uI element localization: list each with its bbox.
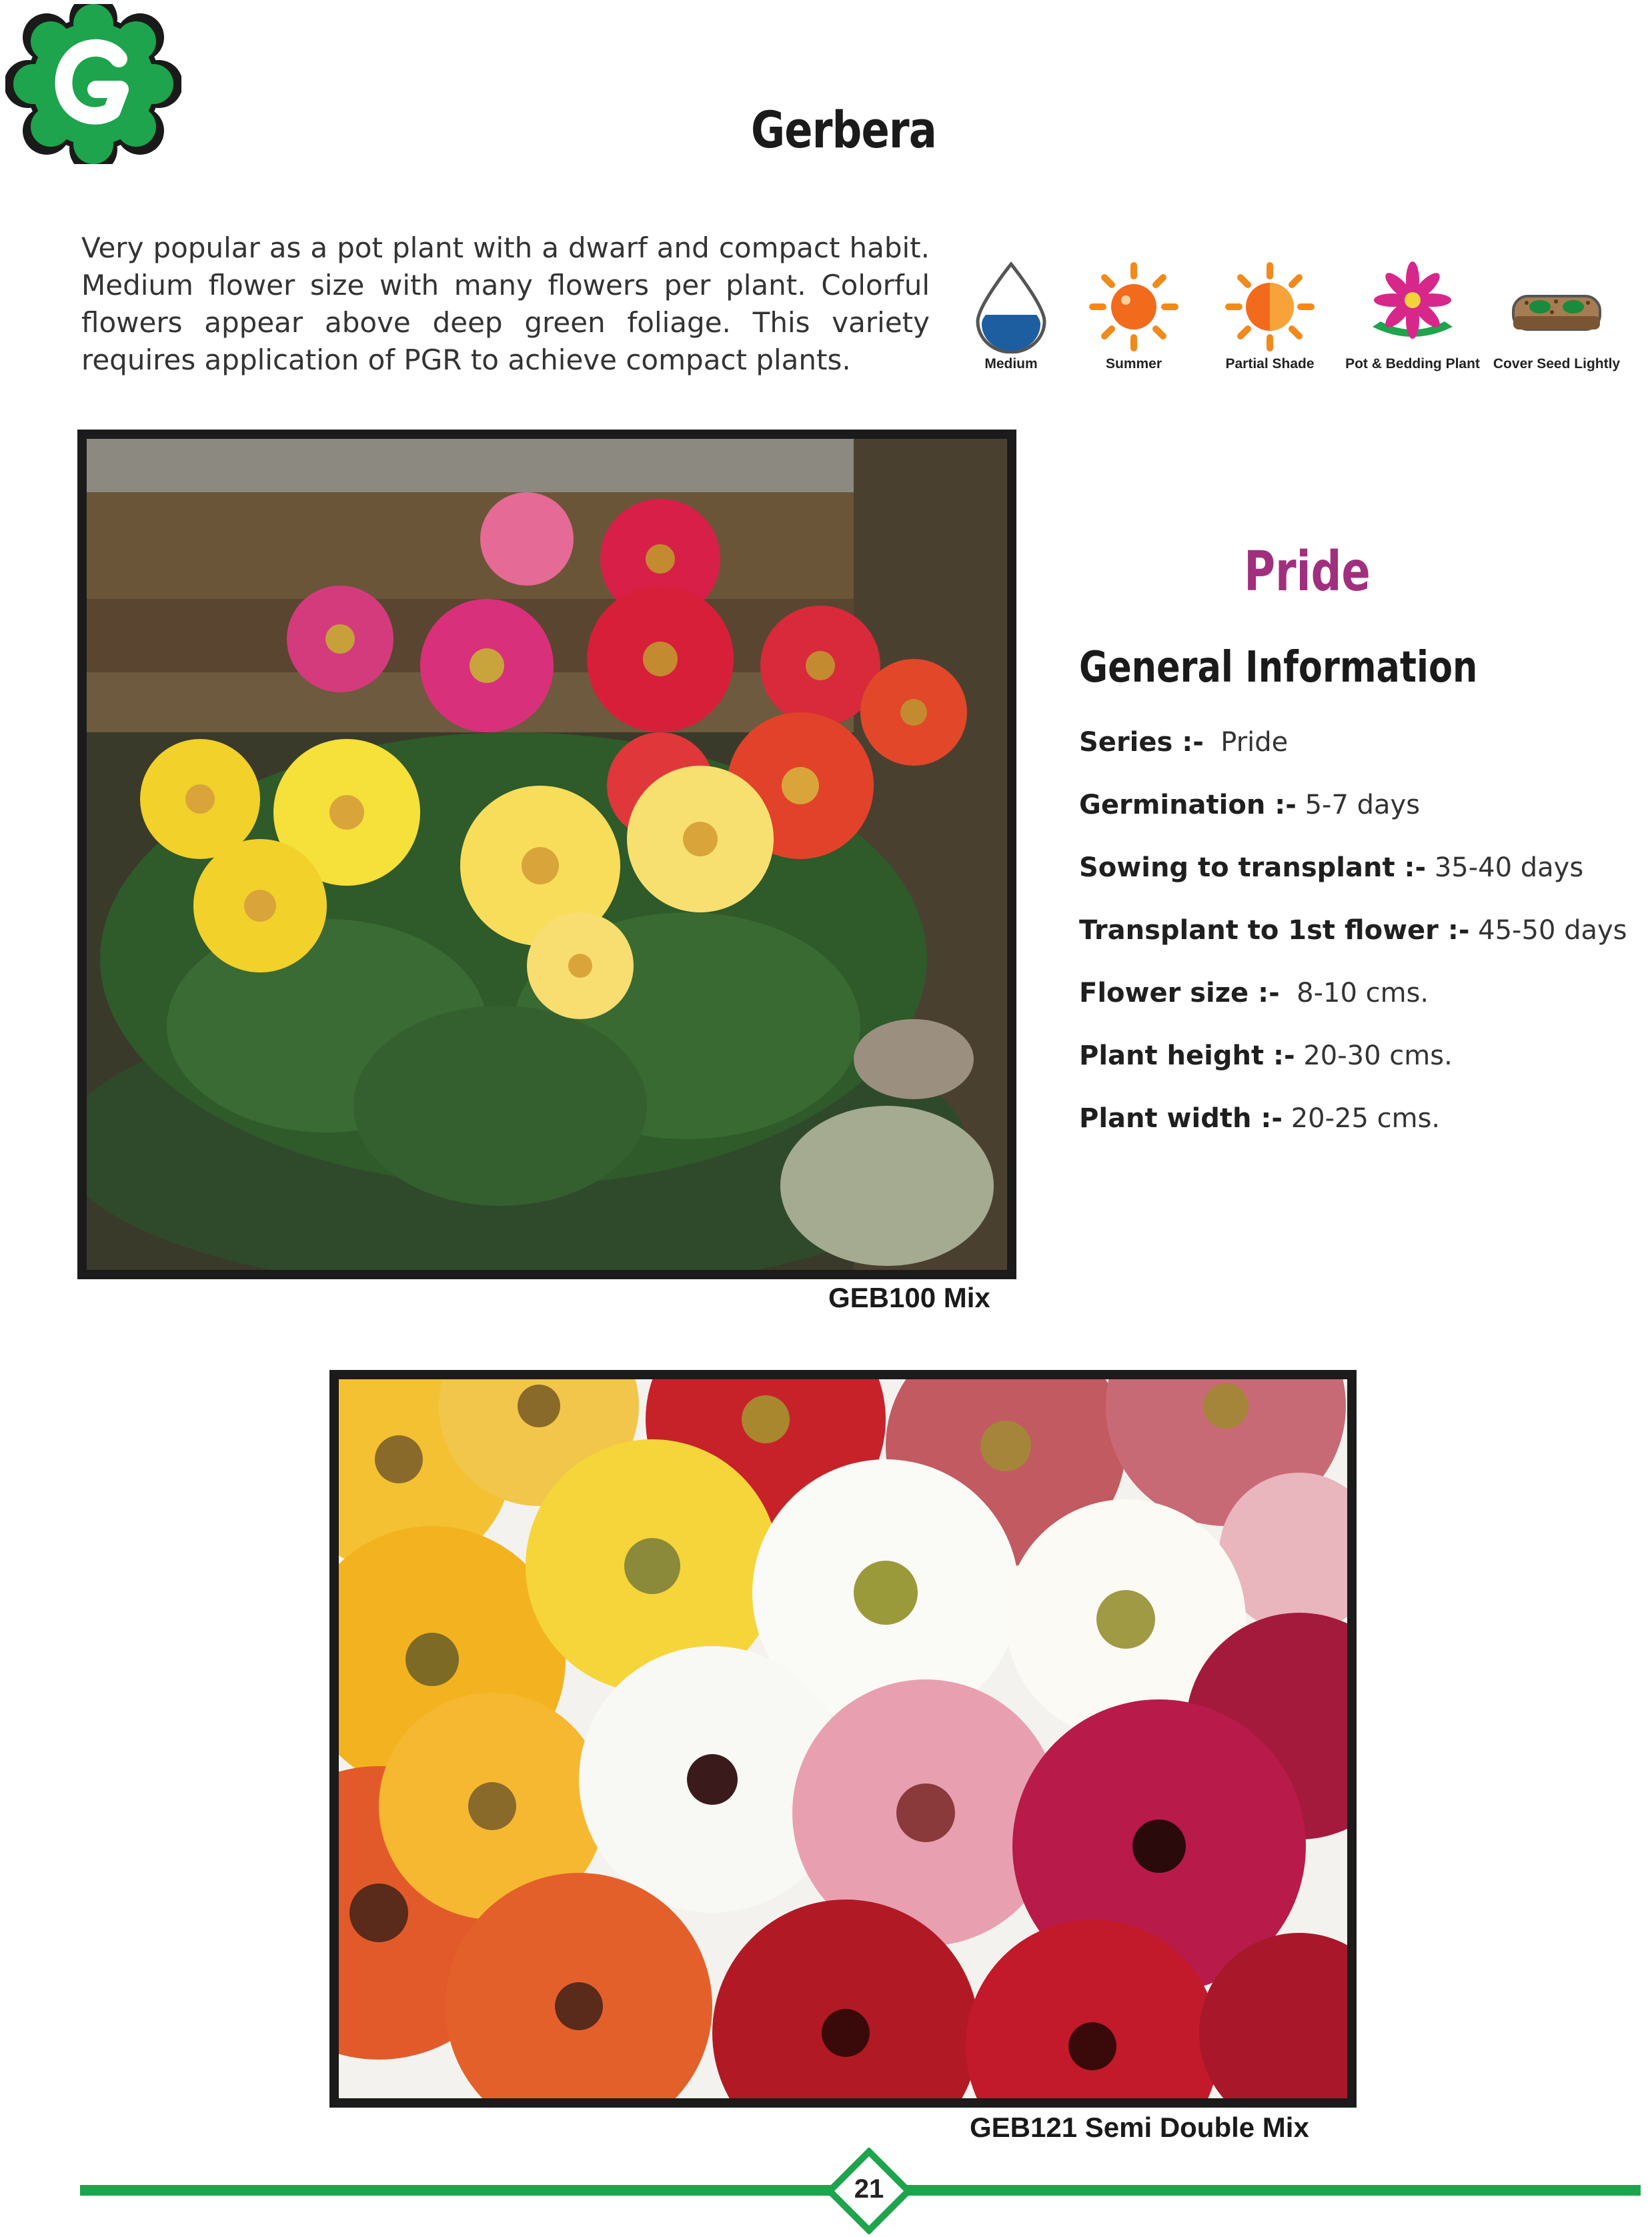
info-sowing-to-transplant [1079, 852, 1583, 883]
info-value: 35-40 days [1434, 852, 1584, 883]
sun-icon [1087, 260, 1180, 353]
photo-caption-1: GEB100 Mix [828, 1282, 990, 1313]
info-transplant-to-flower [1079, 915, 1627, 946]
pot-bedding-icon [1359, 260, 1466, 353]
info-label: Series :- [1079, 727, 1204, 758]
photo-caption-2: GEB121 Semi Double Mix [970, 2112, 1309, 2143]
potted-gerbera-image [87, 439, 1007, 1270]
info-label: Plant height :- [1079, 1040, 1295, 1071]
info-label: Transplant to 1st flower :- [1079, 915, 1470, 946]
cover-seed-icon [1507, 260, 1607, 353]
intro-paragraph: Very popular as a pot plant with a dwarf and compact habit. Medium flower size with many flowers per plant. Colorful flowers appear above deep green foliage. This variety requires application of PGR to achieve compact plants. [81, 231, 930, 376]
info-value: Pride [1220, 727, 1289, 758]
info-germination [1079, 790, 1420, 820]
water-drop-icon [971, 260, 1051, 353]
icon-label: Cover Seed Lightly [1493, 356, 1621, 371]
info-label: Sowing to transplant :- [1079, 852, 1427, 883]
info-label: Flower size :- [1079, 978, 1280, 1008]
photo-semi-double-gerbera [329, 1370, 1357, 2108]
usage [1333, 260, 1493, 371]
info-value: 45-50 days [1478, 915, 1627, 946]
info-series [1079, 727, 1288, 758]
icon-label: Summer [1105, 356, 1162, 371]
page-title: Gerbera [750, 100, 937, 159]
info-label: Plant width :- [1079, 1103, 1283, 1134]
icon-label: Partial Shade [1225, 356, 1315, 371]
icon-label: Pot & Bedding Plant [1345, 356, 1480, 371]
info-value: 5-7 days [1305, 790, 1421, 820]
general-information-heading: General Information [1079, 643, 1478, 692]
photo-potted-gerbera [77, 430, 1016, 1279]
info-value: 20-25 cms. [1291, 1103, 1441, 1134]
page-number: 21 [854, 2174, 884, 2204]
info-plant-height [1079, 1040, 1453, 1071]
info-plant-width [1079, 1103, 1440, 1134]
semi-double-gerbera-image [339, 1379, 1347, 2098]
info-value: 20-30 cms. [1303, 1040, 1453, 1071]
variety-name: Pride [1244, 540, 1371, 604]
partial-shade-icon [1223, 260, 1317, 353]
info-flower-size [1079, 978, 1429, 1008]
seed-cover [1477, 260, 1637, 371]
light-requirement [1190, 260, 1350, 371]
info-label: Germination :- [1079, 790, 1297, 820]
icon-label: Medium [984, 356, 1038, 371]
info-value: 8-10 cms. [1297, 978, 1429, 1008]
